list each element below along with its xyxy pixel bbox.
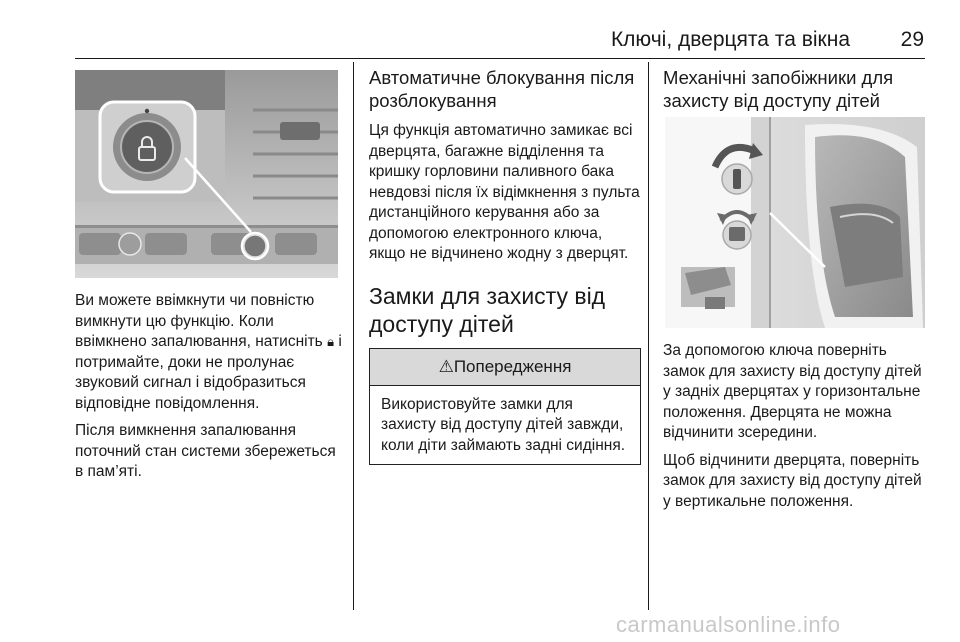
page-number: 29 xyxy=(900,28,924,51)
column-divider-1 xyxy=(353,62,354,610)
column-divider-2 xyxy=(648,62,649,610)
column-1 xyxy=(75,291,345,490)
warning-box xyxy=(369,348,641,466)
subsection-heading: Механічні запобіжники для захисту від доступу дітей xyxy=(663,67,894,111)
section-title: Ключі, дверцята та вікна xyxy=(610,28,850,51)
paragraph: Ця функція автоматично замикає всі дверцята, багажне відділення та кришку горловини паливного бака невдовзі після їх відімкнення з пульта дистанційного керування або за допомогою електронного ключа, якщо не відчинено жодну з дверцят. xyxy=(369,122,640,262)
warning-title: Попередження xyxy=(453,356,572,376)
body-text: і потримайте, доки не пролунає звуковий сигнал і відобразиться відповідне повідомлення. xyxy=(75,333,342,412)
column-3-body xyxy=(663,341,928,519)
column-2 xyxy=(369,66,641,465)
warning-text: Використовуйте замки для захисту від доступу дітей завжди, коли діти займають задні сидіння. xyxy=(381,395,626,454)
column-3 xyxy=(663,66,928,121)
warning-header xyxy=(370,349,640,386)
paragraph xyxy=(75,291,345,414)
warning-icon: ⚠ xyxy=(438,356,454,376)
body-text: Ви можете ввімкнути чи повністю вимкнути цю функцію. Коли ввімкнено запалювання, натисніть xyxy=(75,292,323,350)
paragraph: Після вимкнення запалювання поточний стан системи збережеться в пам’яті. xyxy=(75,422,336,480)
watermark: carmanualsonline.info xyxy=(616,612,841,637)
subsection-heading: Автоматичне блокування після розблокування xyxy=(369,67,635,111)
lock-icon: 🔒︎ xyxy=(327,334,334,349)
paragraph: За допомогою ключа поверніть замок для захисту від доступу дітей у задніх дверцятах у горизонтальне положення. Дверцята не можна відчинити зсередини. xyxy=(663,342,922,441)
child-lock-door-illustration xyxy=(665,117,925,328)
dashboard-lock-button-illustration xyxy=(75,70,338,278)
paragraph: Щоб відчинити дверцята, поверніть замок для захисту від доступу дітей у вертикальне положення. xyxy=(663,451,922,510)
header-rule xyxy=(75,58,925,59)
section-heading: Замки для захисту від доступу дітей xyxy=(369,282,606,337)
